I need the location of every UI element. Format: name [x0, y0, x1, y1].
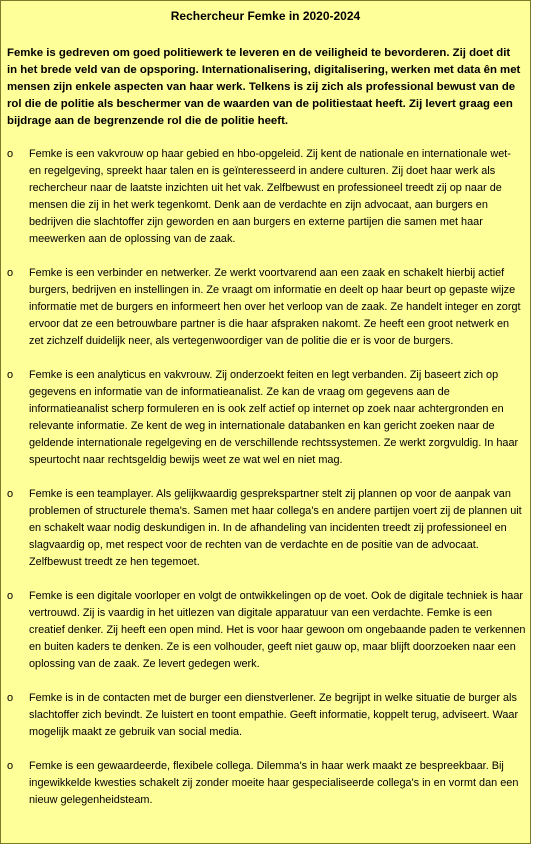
list-item-text: Femke is een verbinder en netwerker. Ze werkt voortvarend aan een zaak en schakelt hierbij actief burgers, bedrijven en instellingen in. Ze vraagt om informatie en deelt op haar beurt op gepaste wijze informatie met de burgers en informeert hen over het verloop van de zaak. Ze handelt integer en zorgt ervoor dat ze een betrouwbare partner is die haar afspraken nakomt. Ze heeft een groot netwerk en zet zichzelf duidelijk neer, als vertegenwoordiger van de politie die er is voor de burgers.	[29, 267, 521, 347]
list-item-text: Femke is een analyticus en vakvrouw. Zij onderzoekt feiten en legt verbanden. Zij baseert zich op gegevens en informatie van de informatieanalist. Ze kan de vraag om gegevens aan de informatieanalist scherp formuleren en is ook zelf actief op internet op zoek naar achtergronden en relevante informatie. Ze kent de weg in internationale databanken en kan gericht zoeken naar de geldende internationale regelgeving en de verschillende rechtssystemen. Ze werkt zorgvuldig. In haar speurtocht naar rechtsgeldig bewijs weet ze wat wel en niet mag.	[29, 369, 519, 466]
intro-paragraph: Femke is gedreven om goed politiewerk te leveren en de veiligheid te bevorderen. Zij doet dit in het brede veld van de opsporing. Internationalisering, digitalisering, werken met data ên met mensen zijn enkele aspecten van haar werk. Telkens is zij zich als professional bewust van de rol die de politie als beschermer van de waarden van de politiestaat heeft. Zij levert graag een bijdrage aan de begrenzende rol die de politie heeft.	[7, 47, 521, 127]
bullet-marker: o	[7, 488, 14, 500]
bullet-marker: o	[7, 369, 14, 381]
bullet-marker: o	[7, 267, 14, 279]
list-item-text: Femke is een gewaardeerde, flexibele collega. Dilemma's in haar werk maakt ze bespreekbaar. Bij ingewikkelde kwesties schakelt zij zonder moeite haar gespecialiseerde collega's in en vormt dan een nieuw gelegenheidsteam.	[29, 760, 519, 806]
list-item	[1, 146, 530, 248]
list-item	[1, 758, 530, 809]
list-item	[1, 265, 530, 350]
bullet-marker: o	[7, 148, 14, 160]
list-item-text: Femke is een teamplayer. Als gelijkwaardig gesprekspartner stelt zij plannen op voor de aanpak van problemen of structurele thema's. Samen met haar collega's en andere partijen voert zij de plannen uit en schakelt waar nodig deskundigen in. In de afhandeling van incidenten treedt zij professioneel en slagvaardig op, met respect voor de rechten van de verdachte en de positie van de advocaat. Zelfbewust treedt ze hen tegemoet.	[29, 488, 522, 568]
list-item	[1, 588, 530, 673]
competency-list	[1, 146, 530, 809]
list-item	[1, 690, 530, 741]
bullet-marker: o	[7, 760, 14, 772]
bullet-marker: o	[7, 590, 14, 602]
document-title: Rechercheur Femke in 2020-2024	[170, 9, 361, 23]
bullet-marker: o	[7, 692, 14, 704]
list-item-text: Femke is een vakvrouw op haar gebied en hbo-opgeleid. Zij kent de nationale en internationale wet- en regelgeving, spreekt haar talen en is geïnteresseerd in andere culturen. Zij doet haar werk als rechercheur naar de laatste inzichten uit het vak. Zelfbewust en professioneel treedt zij op naar de mensen die zij in het werk tegenkomt. Denk aan de verdachte en zijn advocaat, aan burgers en bedrijven die slachtoffer zijn geworden en aan burgers en externe partijen die samen met haar meewerken aan de oplossing van de zaak.	[29, 148, 511, 245]
list-item	[1, 486, 530, 571]
list-item-text: Femke is in de contacten met de burger een dienstverlener. Ze begrijpt in welke situatie de burger als slachtoffer zich bevindt. Ze luistert en toont empathie. Geeft informatie, koppelt terug, adviseert. Waar mogelijk maakt ze gebruik van social media.	[29, 692, 519, 738]
list-item	[1, 367, 530, 469]
list-item-text: Femke is een digitale voorloper en volgt de ontwikkelingen op de voet. Ook de digitale techniek is haar vertrouwd. Zij is vaardig in het uitlezen van digitale apparatuur van een verdachte. Femke is een creatief denker. Zij heeft een open mind. Het is voor haar gewoon om ongebaande paden te verkennen en buiten kaders te denken. Ze is een volhouder, geeft niet gauw op, maar blijft doorzoeken naar een oplossing van de zaak. Ze levert gedegen werk.	[29, 590, 526, 670]
